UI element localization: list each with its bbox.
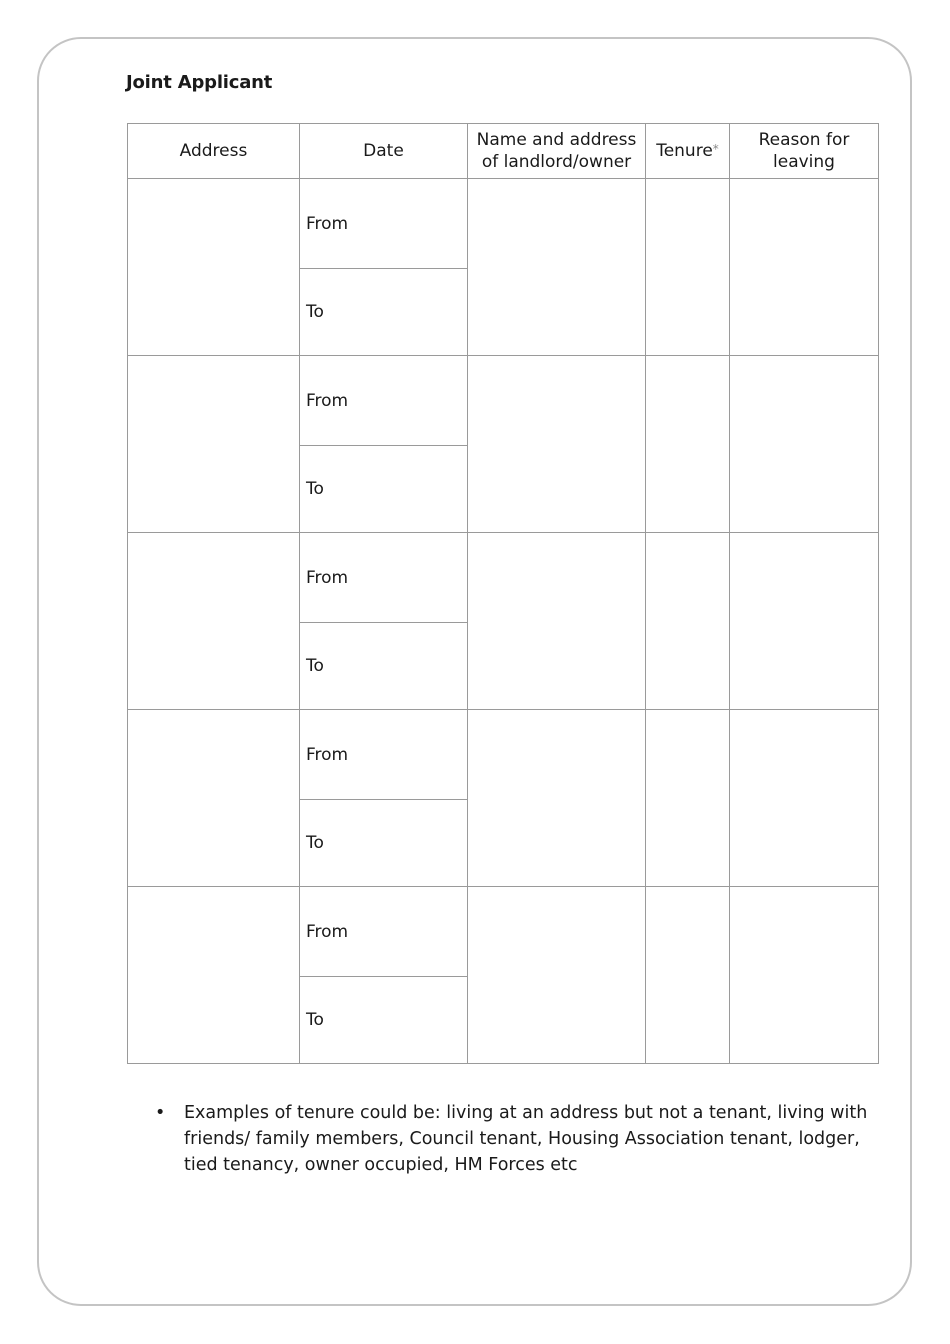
tenure-examples-note	[150, 1100, 890, 1178]
table-row	[128, 179, 879, 356]
date-cell	[300, 710, 468, 887]
address-history-table	[127, 123, 879, 1064]
section-title: Joint Applicant	[126, 72, 273, 93]
reason-cell[interactable]	[730, 356, 879, 533]
header-reason	[730, 124, 879, 179]
tenure-cell[interactable]	[646, 356, 730, 533]
header-date: Date	[300, 124, 468, 179]
date-from-field[interactable]: From	[300, 887, 467, 977]
header-landlord	[468, 124, 646, 179]
date-to-field[interactable]: To	[306, 833, 324, 853]
table-header-row	[128, 124, 879, 179]
table-row	[128, 533, 879, 710]
date-to-field[interactable]: To	[306, 1010, 324, 1030]
tenure-asterisk: *	[712, 142, 719, 156]
landlord-cell[interactable]	[468, 887, 646, 1064]
date-cell	[300, 356, 468, 533]
address-cell[interactable]	[128, 710, 300, 887]
landlord-cell[interactable]	[468, 179, 646, 356]
tenure-examples-text: Examples of tenure could be: living at an address but not a tenant, living with friends/ family members, Council tenant, Housing Association tenant, lodger, tied tenancy, owner occupied, HM Forces etc	[184, 1103, 868, 1175]
header-reason-line1: Reason for	[758, 130, 850, 150]
date-from-field[interactable]: From	[300, 356, 467, 446]
reason-cell[interactable]	[730, 533, 879, 710]
landlord-cell[interactable]	[468, 710, 646, 887]
date-from-field[interactable]: From	[300, 179, 467, 269]
tenure-cell[interactable]	[646, 887, 730, 1064]
date-to-field[interactable]: To	[306, 302, 324, 322]
reason-cell[interactable]	[730, 179, 879, 356]
header-landlord-line1: Name and address	[476, 130, 637, 150]
header-address: Address	[128, 124, 300, 179]
reason-cell[interactable]	[730, 887, 879, 1064]
address-cell[interactable]	[128, 179, 300, 356]
header-reason-line2: leaving	[773, 152, 835, 172]
table-row	[128, 887, 879, 1064]
tenure-cell[interactable]	[646, 533, 730, 710]
header-tenure-label: Tenure	[656, 141, 713, 161]
landlord-cell[interactable]	[468, 356, 646, 533]
address-cell[interactable]	[128, 533, 300, 710]
date-to-field[interactable]: To	[306, 656, 324, 676]
bullet-icon: •	[155, 1103, 166, 1123]
tenure-cell[interactable]	[646, 179, 730, 356]
date-cell	[300, 533, 468, 710]
table-row	[128, 710, 879, 887]
tenure-cell[interactable]	[646, 710, 730, 887]
landlord-cell[interactable]	[468, 533, 646, 710]
date-from-field[interactable]: From	[300, 710, 467, 800]
date-from-field[interactable]: From	[300, 533, 467, 623]
address-cell[interactable]	[128, 356, 300, 533]
header-tenure	[646, 124, 730, 179]
date-cell	[300, 887, 468, 1064]
table-row	[128, 356, 879, 533]
reason-cell[interactable]	[730, 710, 879, 887]
header-landlord-line2: of landlord/owner	[481, 152, 632, 172]
notes-list	[150, 1100, 890, 1178]
address-cell[interactable]	[128, 887, 300, 1064]
date-to-field[interactable]: To	[306, 479, 324, 499]
date-cell	[300, 179, 468, 356]
